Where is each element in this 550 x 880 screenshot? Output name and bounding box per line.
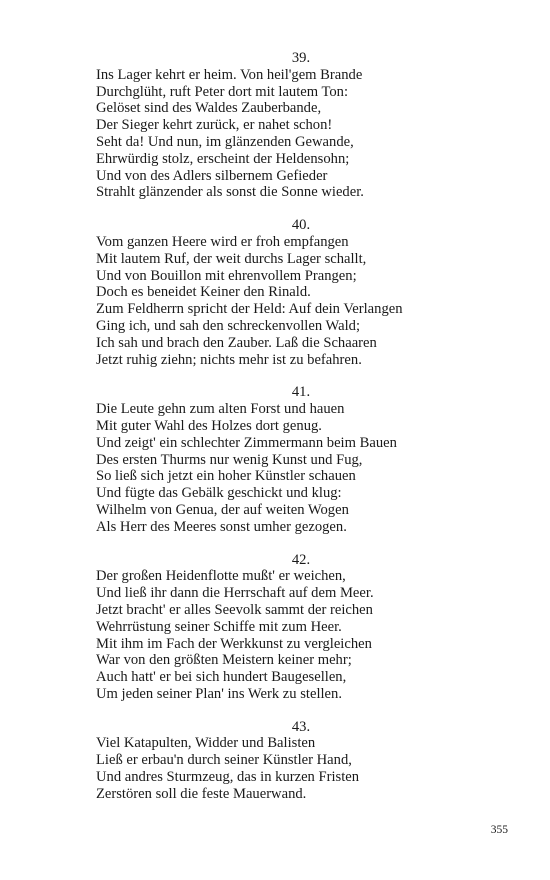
- verse-line: Der großen Heidenflotte mußt' er weichen,: [96, 568, 346, 585]
- stanza-41: [96, 384, 516, 535]
- verse-line: Wilhelm von Genua, der auf weiten Wogen: [96, 501, 349, 518]
- verse-line: Mit ihm im Fach der Werkkunst zu vergleichen: [96, 635, 372, 652]
- verse-line: Ins Lager kehrt er heim. Von heil'gem Brande: [96, 66, 363, 83]
- verse-line: Viel Katapulten, Widder und Balisten: [96, 735, 316, 752]
- verse-line: Jetzt ruhig ziehn; nichts mehr ist zu befahren.: [96, 351, 362, 368]
- verse-line: Und ließ ihr dann die Herrschaft auf dem Meer.: [96, 585, 374, 602]
- verse-line: Um jeden seiner Plan' ins Werk zu stellen.: [96, 685, 342, 702]
- verse-line: War von den größten Meistern keiner mehr;: [96, 652, 352, 669]
- verse-line: Mit lautem Ruf, der weit durchs Lager schallt,: [96, 250, 367, 267]
- verse-line: Seht da! Und nun, im glänzenden Gewande,: [96, 133, 354, 150]
- stanza-number: 42.: [291, 551, 311, 568]
- verse-line: Ich sah und brach den Zauber. Laß die Schaaren: [96, 334, 377, 351]
- verse-line: Des ersten Thurms nur wenig Kunst und Fug,: [96, 451, 363, 468]
- verse-line: Die Leute gehn zum alten Forst und hauen: [96, 401, 345, 418]
- stanza-number: 40.: [291, 217, 311, 234]
- stanza-40: [96, 217, 516, 368]
- verse-line: Doch es beneidet Keiner den Rinald.: [96, 284, 311, 301]
- stanza-42: [96, 552, 516, 703]
- verse-line: Und von Bouillon mit ehrenvollem Prangen;: [96, 267, 357, 284]
- verse-line: Ehrwürdig stolz, erscheint der Heldensohn;: [96, 150, 350, 167]
- verse-line: Ging ich, und sah den schreckenvollen Wald;: [96, 317, 361, 334]
- page-number: 355: [490, 824, 508, 836]
- verse-line: Gelöset sind des Waldes Zauberbande,: [96, 100, 322, 117]
- stanza-43: [96, 719, 516, 803]
- verse-line: Und von des Adlers silbernem Gefieder: [96, 167, 328, 184]
- verse-line: Zerstören soll die feste Mauerwand.: [96, 785, 307, 802]
- verse-line: Und andres Sturmzeug, das in kurzen Fristen: [96, 769, 360, 786]
- stanza-39: [96, 50, 516, 201]
- stanza-number: 41.: [291, 384, 311, 401]
- verse-line: Mit guter Wahl des Holzes dort genug.: [96, 417, 322, 434]
- verse-line: Und zeigt' ein schlechter Zimmermann beim Bauen: [96, 434, 397, 451]
- verse-line: Auch hatt' er bei sich hundert Baugesellen,: [96, 669, 347, 686]
- stanza-number: 39.: [291, 50, 311, 66]
- verse-line: Vom ganzen Heere wird er froh empfangen: [96, 233, 349, 250]
- verse-line: Der Sieger kehrt zurück, er nahet schon!: [96, 117, 333, 134]
- verse-line: Als Herr des Meeres sonst umher gezogen.: [96, 518, 347, 535]
- verse-line: Durchglüht, ruft Peter dort mit lautem Ton:: [96, 83, 349, 100]
- verse-line: Wehrrüstung seiner Schiffe mit zum Heer.: [96, 618, 342, 635]
- verse-line: Ließ er erbau'n durch seiner Künstler Hand,: [96, 752, 352, 769]
- verse-line: Strahlt glänzender als sonst die Sonne wieder.: [96, 184, 364, 201]
- stanza-number: 43.: [291, 718, 311, 735]
- poem-text: [96, 50, 516, 819]
- verse-line: So ließ sich jetzt ein hoher Künstler schauen: [96, 468, 356, 485]
- verse-line: Und fügte das Gebälk geschickt und klug:: [96, 485, 342, 502]
- verse-line: Zum Feldherrn spricht der Held: Auf dein Verlangen: [96, 301, 403, 318]
- verse-line: Jetzt bracht' er alles Seevolk sammt der reichen: [96, 601, 373, 618]
